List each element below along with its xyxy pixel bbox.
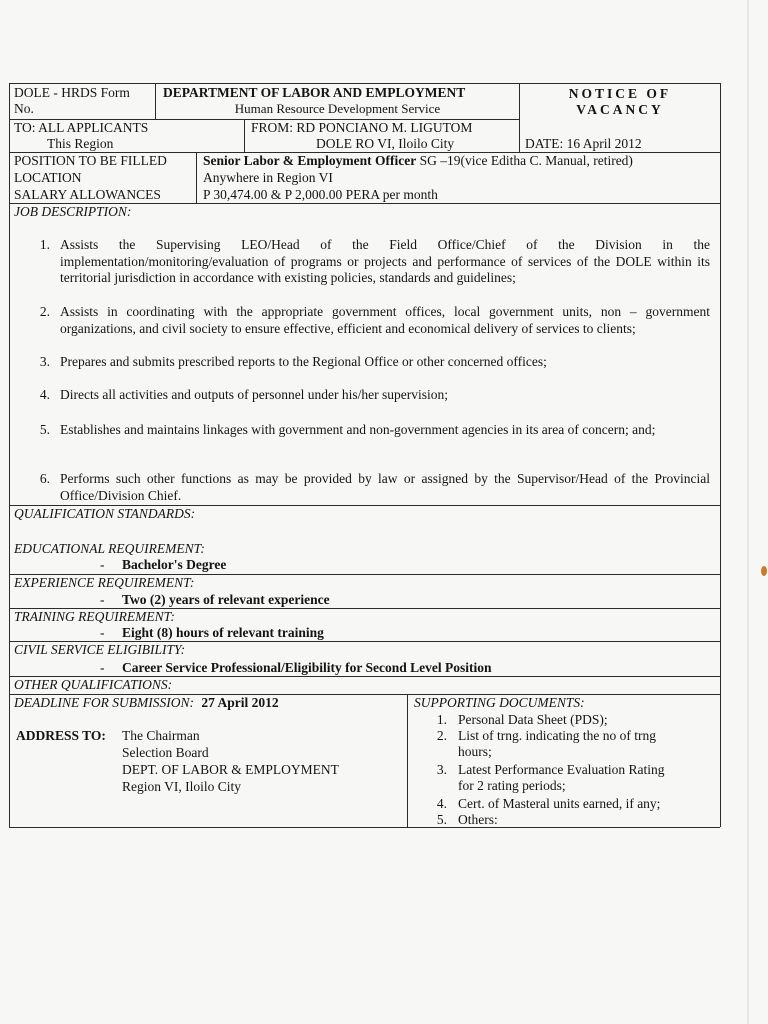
job-item-number: 3. xyxy=(39,354,50,369)
doc-item-number: 2. xyxy=(436,728,447,743)
experience-label: EXPERIENCE REQUIREMENT: xyxy=(14,575,195,590)
form-border-top xyxy=(9,83,720,84)
job-item-number: 1. xyxy=(39,237,50,252)
position-title: Senior Labor & Employment Officer xyxy=(203,153,417,168)
notice-date: DATE: 16 April 2012 xyxy=(525,136,642,151)
doc-item: Personal Data Sheet (PDS); xyxy=(458,712,608,727)
doc-item-number: 3. xyxy=(436,762,447,777)
form-border-left xyxy=(9,83,10,827)
job-item: Establishes and maintains linkages with government and non-government agencies in its area of concern; and; xyxy=(60,422,656,437)
department-title: DEPARTMENT OF LABOR AND EMPLOYMENT xyxy=(163,85,466,100)
doc-item: Latest Performance Evaluation Rating xyxy=(458,762,665,777)
eligibility-value: Career Service Professional/Eligibility for Second Level Position xyxy=(122,660,492,675)
experience-dash: - xyxy=(100,592,105,607)
job-item-number: 5. xyxy=(39,422,50,437)
address-line: Selection Board xyxy=(122,745,209,760)
supporting-documents-heading: SUPPORTING DOCUMENTS: xyxy=(414,695,585,710)
notice-title-line1: NOTICE OF xyxy=(568,86,672,101)
eligibility-label: CIVIL SERVICE ELIGIBILITY: xyxy=(14,642,186,657)
deadline-label: DEADLINE FOR SUBMISSION: xyxy=(14,695,194,710)
job-item: Directs all activities and outputs of personnel under his/her supervision; xyxy=(60,387,449,402)
salary-label: SALARY ALLOWANCES xyxy=(14,187,161,202)
salary-value: P 30,474.00 & P 2,000.00 PERA per month xyxy=(203,187,438,202)
doc-item: Cert. of Masteral units earned, if any; xyxy=(458,796,661,811)
scan-edge-shadow xyxy=(747,0,749,1024)
job-item: Prepares and submits prescribed reports to the Regional Office or other concerned offices; xyxy=(60,354,547,369)
deadline-value: 27 April 2012 xyxy=(201,695,279,710)
address-label: ADDRESS TO: xyxy=(16,728,106,743)
education-dash: - xyxy=(100,557,105,572)
doc-item-number: 4. xyxy=(436,796,447,811)
address-line: Region VI, Iloilo City xyxy=(122,779,242,794)
job-description-heading: JOB DESCRIPTION: xyxy=(14,204,132,219)
from-office: DOLE RO VI, Iloilo City xyxy=(316,136,455,151)
training-value: Eight (8) hours of relevant training xyxy=(122,625,324,640)
from-sender: FROM: RD PONCIANO M. LIGUTOM xyxy=(251,120,473,135)
deadline-row xyxy=(14,695,279,711)
position-detail: SG –19(vice Editha C. Manual, retired) xyxy=(416,153,633,168)
form-border-right xyxy=(720,83,721,827)
to-recipients: TO: ALL APPLICANTS xyxy=(14,120,149,135)
training-label: TRAINING REQUIREMENT: xyxy=(14,609,175,624)
position-label: POSITION TO BE FILLED xyxy=(14,153,167,168)
job-item-number: 2. xyxy=(39,304,50,319)
form-border-bottom xyxy=(9,827,720,828)
position-value xyxy=(203,153,633,169)
doc-item: List of trng. indicating the no of trng xyxy=(458,728,656,743)
form-label: DOLE - HRDS Form xyxy=(14,85,130,100)
job-item-number: 6. xyxy=(39,471,50,486)
job-item: Performs such other functions as may be provided by law or assigned by the Supervisor/Head of the Provincial Office/Division Chief. xyxy=(60,471,710,503)
job-item: Assists the Supervising LEO/Head of the Field Office/Chief of the Division in the implementation/monitoring/evaluation of programs or projects and performance of services of the DOLE within its territorial jurisdiction in accordance with existing policies, standards and guidelines; xyxy=(60,237,710,285)
job-item-number: 4. xyxy=(39,387,50,402)
qualification-heading: QUALIFICATION STANDARDS: xyxy=(14,506,196,521)
to-region: This Region xyxy=(47,136,114,151)
job-item: Assists in coordinating with the appropriate government offices, local government units, non – government organizations, and civil society to ensure effective, efficient and economical delivery of services to clients; xyxy=(60,304,710,336)
doc-item-number: 1. xyxy=(436,712,447,727)
other-qualifications-label: OTHER QUALIFICATIONS: xyxy=(14,677,173,692)
doc-item: Others: xyxy=(458,812,498,827)
experience-value: Two (2) years of relevant experience xyxy=(122,592,330,607)
training-dash: - xyxy=(100,625,105,640)
scan-speck xyxy=(761,566,767,576)
doc-item-number: 5. xyxy=(436,812,447,827)
eligibility-dash: - xyxy=(100,660,105,675)
address-line: The Chairman xyxy=(122,728,200,743)
location-label: LOCATION xyxy=(14,170,82,185)
doc-item-continued: for 2 rating periods; xyxy=(458,778,566,793)
notice-title-line2: VACANCY xyxy=(576,102,664,117)
address-line: DEPT. OF LABOR & EMPLOYMENT xyxy=(122,762,339,777)
doc-item-continued: hours; xyxy=(458,744,492,759)
form-number: No. xyxy=(14,101,34,116)
education-value: Bachelor's Degree xyxy=(122,557,227,572)
service-name: Human Resource Development Service xyxy=(234,101,441,116)
education-label: EDUCATIONAL REQUIREMENT: xyxy=(14,541,205,556)
location-value: Anywhere in Region VI xyxy=(203,170,333,185)
